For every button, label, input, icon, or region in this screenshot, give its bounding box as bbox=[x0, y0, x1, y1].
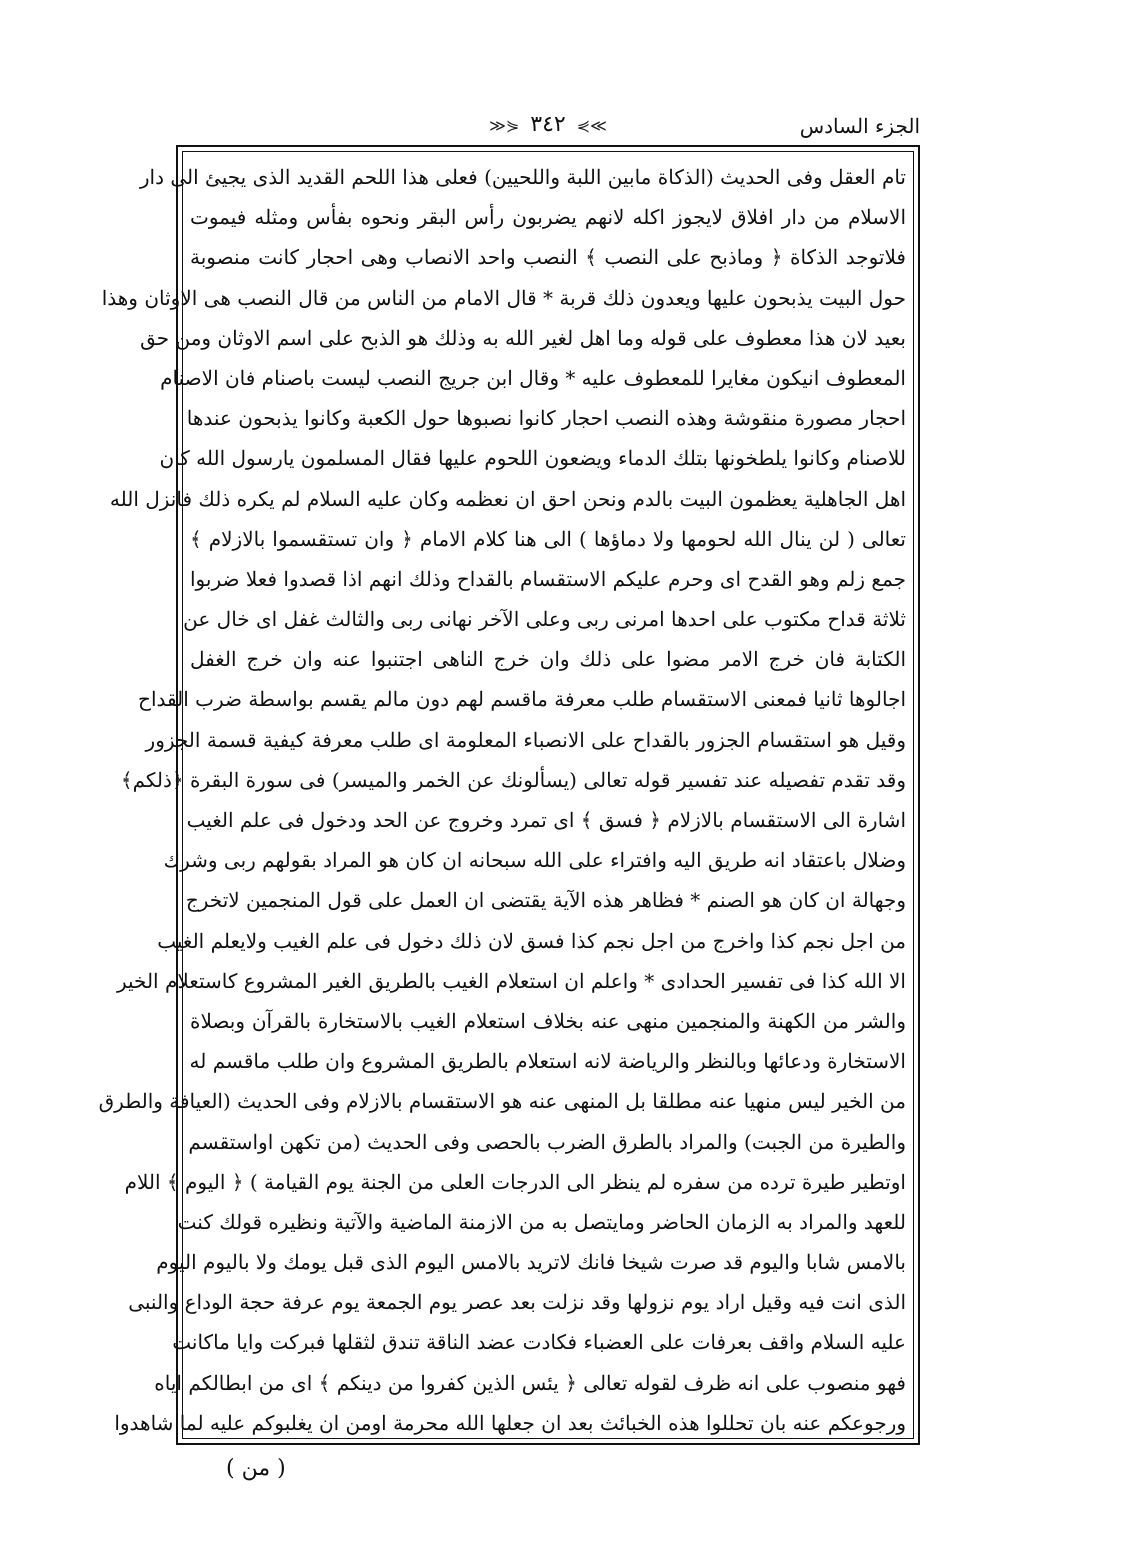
text-line: ثلاثة قداح مكتوب على احدها امرنى ربى وعلى الآخر نهانى ربى والثالث غفل اى خال عن bbox=[183, 607, 906, 632]
text-line: وقيل هو استقسام الجزور بالقداح على الانصباء المعلومة اى طلب معرفة كيفية قسمة الجزور bbox=[145, 727, 906, 752]
text-line: عليه السلام واقف بعرفات على العضباء فكادت عضد الناقة تندق لثقلها فبركت وايا ماكانت bbox=[172, 1330, 906, 1355]
text-line: اوتطير طيرة ترده من سفره لم ينظر الى الدرجات العلى من الجنة يوم القيامة ) ﴿ اليوم ﴾ اللام bbox=[124, 1169, 906, 1194]
text-line: جمع زلم وهو القدح اى وحرم عليكم الاستقسام بالقداح وذلك انهم اذا قصدوا فعلا ضربوا bbox=[190, 566, 906, 591]
catchword: ( من ) bbox=[226, 1456, 286, 1481]
page-header bbox=[176, 112, 920, 146]
text-line: الذى انت فيه وقيل اراد يوم نزولها وقد نزلت بعد عصر يوم الجمعة يوم عرفة حجة الوداع والنبى bbox=[128, 1290, 906, 1315]
body-text bbox=[98, 157, 906, 1435]
text-line: ورجوعكم عنه بان تحللوا هذه الخبائث بعد ان جعلها الله محرمة اومن ان يغلبوكم عليه لما شاهدوا bbox=[114, 1410, 906, 1435]
text-line: من الخير ليس منهيا عنه مطلقا بل المنهى عنه هو الاستقسام بالازلام وفى الحديث (العيافة والطرق bbox=[98, 1089, 906, 1114]
text-line: الاسلام من دار افلاق لايجوز اكله لانهم يضربون رأس البقر ونحوه بفأس ومثله فيموت bbox=[190, 205, 906, 230]
text-line: وجهالة ان كان هو الصنم * فظاهر هذه الآية يقتضى ان العمل على قول المنجمين لاتخرج bbox=[185, 888, 906, 913]
page-number-group bbox=[485, 112, 611, 137]
text-line: وقد تقدم تفصيله عند تفسير قوله تعالى (يسألونك عن الخمر والميسر) فى سورة البقرة ﴿ذلكم﴾ bbox=[120, 767, 906, 792]
text-line: من اجل نجم كذا واخرج من اجل نجم كذا فسق لان ذلك دخول فى علم الغيب ولايعلم الغيب bbox=[157, 928, 906, 953]
text-frame bbox=[98, 145, 920, 1445]
text-line: الاستخارة ودعائها وبالنظر والرياضة لانه استعلام بالطريق المشروع وان طلب ماقسم له bbox=[189, 1049, 906, 1074]
text-line: حول البيت يذبحون عليها ويعدون ذلك قربة * قال الامام من الناس من قال النصب هى الاوثان وهذا bbox=[101, 285, 906, 310]
text-line: وضلال باعتقاد انه طريق اليه وافتراء على الله سبحانه ان كان هو المراد بقولهم ربى وشرك bbox=[163, 848, 906, 873]
text-line: اهل الجاهلية يعظمون البيت بالدم ونحن احق ان نعظمه وكان عليه السلام لم يكره ذلك فانزل الله bbox=[109, 486, 906, 511]
text-line: والطيرة من الجبت) والمراد بالطرق الضرب بالحصى وفى الحديث (من تكهن اواستقسم bbox=[188, 1129, 906, 1154]
text-line: والشر من الكهنة والمنجمين منهى عنه بخلاف استعلام الغيب بالاستخارة بالقرآن وبصلاة bbox=[190, 1008, 906, 1033]
text-line: فهو منصوب على انه ظرف لقوله تعالى ﴿ يئس الذين كفروا من دينكم ﴾ اى من ابطالكم اياه bbox=[154, 1370, 906, 1395]
running-title: الجزء السادس bbox=[799, 114, 920, 138]
text-line: تام العقل وفى الحديث (الذكاة مابين اللبة واللحيين) فعلى هذا اللحم القديد الذى يجيئ الى دار bbox=[139, 165, 906, 189]
text-line: بعيد لان هذا معطوف على قوله وما اهل لغير الله به وذلك هو الذبح على اسم الاوثان ومن حق bbox=[140, 325, 906, 350]
text-line: تعالى ( لن ينال الله لحومها ولا دماؤها ) الى هنا كلام الامام ﴿ وان تستقسموا بالازلام ﴾ bbox=[190, 526, 906, 551]
text-line: للاصنام وكانوا يلطخونها بتلك الدماء ويضعون اللحوم عليها فقال المسلمون يارسول الله كان bbox=[159, 446, 906, 471]
ornament-right: ⋞≪ bbox=[489, 116, 520, 135]
text-line: اجالوها ثانيا فمعنى الاستقسام طلب معرفة ماقسم لهم دون مالم يقسم بواسطة ضرب القداح bbox=[138, 687, 906, 712]
text-line: الا الله كذا فى تفسير الحدادى * واعلم ان استعلام الغيب بالطريق الغير المشروع كاستعلام الخير bbox=[116, 968, 906, 993]
ornament-left: ≫⋟ bbox=[576, 116, 607, 135]
text-line: الكتابة فان خرج الامر مضوا على ذلك وان خرج الناهى اجتنبوا عنه وان خرج الغفل bbox=[190, 647, 906, 672]
text-line: احجار مصورة منقوشة وهذه النصب احجار كانوا نصبوها حول الكعبة وكانوا يذبحون عندها bbox=[186, 406, 906, 431]
text-line: فلاتوجد الذكاة ﴿ وماذبح على النصب ﴾ النصب واحد الانصاب وهى احجار كانت منصوبة bbox=[190, 245, 906, 270]
text-line: المعطوف انيكون مغايرا للمعطوف عليه * وقال ابن جريج النصب ليست باصنام فان الاصنام bbox=[160, 365, 906, 390]
page-number: ٣٤٢ bbox=[530, 112, 566, 137]
text-line: بالامس شابا واليوم قد صرت شيخا فانك لاتريد بالامس اليوم الذى قبل يومك ولا باليوم اليوم bbox=[156, 1250, 906, 1275]
text-line: للعهد والمراد به الزمان الحاضر ومايتصل به من الازمنة الماضية والآتية ونظيره قولك كنت bbox=[177, 1209, 906, 1234]
text-line: اشارة الى الاستقسام بالازلام ﴿ فسق ﴾ اى تمرد وخروج عن الحد ودخول فى علم الغيب bbox=[186, 808, 906, 832]
